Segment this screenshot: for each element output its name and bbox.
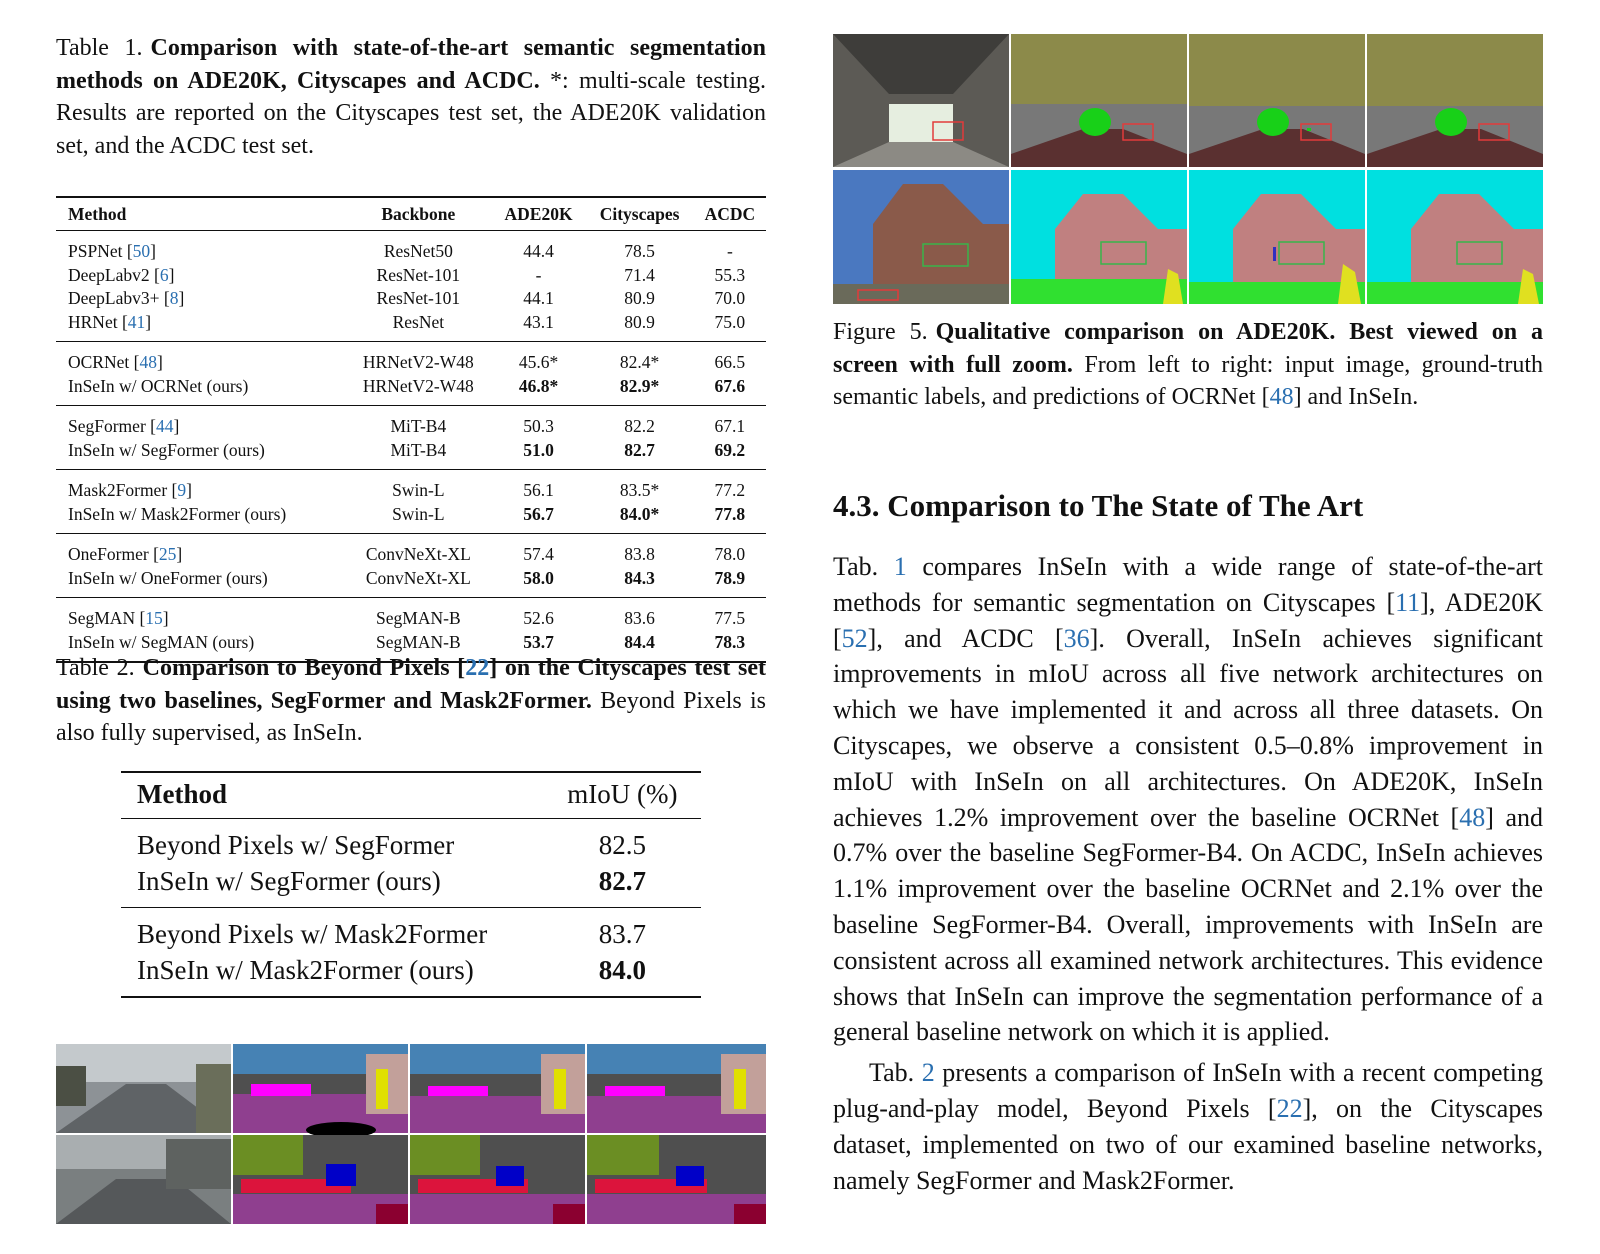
table1-cell-acdc: 75.0	[694, 311, 766, 342]
table1-cell-city: 82.2	[624, 416, 655, 437]
p2-ref-22[interactable]: 22	[1276, 1093, 1303, 1123]
cityscapes-row2-pred-ocrnet	[410, 1135, 585, 1224]
table1-cell-acdc: 69.2	[694, 439, 766, 470]
table1-cell-city: 71.4	[624, 264, 655, 285]
figure5-row1-pred-ocrnet	[1189, 34, 1365, 167]
table1-cell-method	[56, 567, 345, 598]
table2-cell-method: InSeIn w/ Mask2Former (ours)	[121, 952, 544, 997]
p1-ref-table1[interactable]: 1	[893, 552, 907, 581]
table1-cell-method	[56, 375, 345, 406]
table2-cell-method: InSeIn w/ SegFormer (ours)	[121, 863, 544, 908]
table1-cell-ade: 56.1	[523, 480, 554, 501]
table2-header-method: Method	[121, 772, 544, 819]
table-row	[56, 287, 766, 311]
table1-cell-acdc: -	[726, 241, 733, 262]
table1-cell-acdc: 67.1	[714, 416, 746, 437]
citation-link[interactable]: 15	[145, 608, 163, 629]
method-name: SegMAN	[68, 608, 140, 629]
cityscapes-row1-input	[56, 1044, 231, 1133]
table2-cell-miou: 83.7	[598, 918, 646, 949]
table1-cell-city: 80.9	[585, 311, 693, 342]
table1-cell-city: 83.6	[624, 608, 655, 629]
table1-cell-method: DeepLabv2 [6]	[68, 264, 175, 285]
table1-cell-city: 84.0*	[585, 503, 693, 534]
figure5-caption-ref[interactable]: 48	[1269, 384, 1294, 410]
method-name: InSeIn w/ Mask2Former (ours)	[68, 503, 287, 524]
table1-body	[56, 231, 766, 663]
table1-cell-backbone: ResNet	[345, 311, 492, 342]
table1-cell-ade: 51.0	[492, 439, 586, 470]
table2-caption-bold-b: ] on the Cityscapes test set using two baselines, SegFormer and Mask2Former.	[56, 655, 767, 714]
method-name: PSPNet	[68, 241, 127, 262]
table1-cell-backbone: ResNet-101	[376, 288, 461, 309]
table-row	[56, 264, 766, 288]
method-name: SegFormer	[68, 416, 151, 437]
table1-cell-acdc: 78.9	[694, 567, 766, 598]
citation-link[interactable]: 9	[177, 480, 187, 501]
table1-cell-ade: 57.4	[523, 544, 554, 565]
table1-cell-ade: 45.6*	[518, 352, 559, 373]
figure5-caption-label: Figure 5.	[833, 319, 928, 345]
table2-caption-bold-a: Comparison to Beyond Pixels [	[142, 655, 466, 681]
p2-text-a: Tab.	[869, 1058, 922, 1088]
table-row	[121, 908, 701, 953]
table1-cell-city: 84.4	[585, 631, 693, 663]
table-row	[56, 598, 766, 631]
figure5-row1-gt	[1011, 34, 1187, 167]
table1	[56, 196, 766, 663]
citation-link[interactable]: 25	[158, 544, 177, 565]
figure5-graphic	[833, 34, 1543, 304]
table2-caption-label: Table 2.	[56, 655, 135, 681]
method-name: InSeIn w/ OneFormer (ours)	[68, 567, 268, 588]
table1-cell-city: 80.9	[624, 288, 655, 309]
table1-cell-city: 83.8	[624, 544, 655, 565]
section-paragraph-1	[833, 549, 1543, 1050]
table1-caption-label: Table 1.	[56, 35, 143, 61]
table1-cell-backbone: Swin-L	[345, 503, 492, 534]
table1-cell-method	[56, 503, 345, 534]
table1-cell-ade: 58.0	[492, 567, 586, 598]
cityscapes-row2-gt	[233, 1135, 408, 1224]
figure5-row2-gt	[1011, 170, 1187, 304]
cityscapes-figure	[56, 1044, 766, 1224]
section-heading: 4.3. Comparison to The State of The Art	[833, 488, 1364, 523]
p1-ref-36[interactable]: 36	[1063, 623, 1090, 653]
table1-cell-city: 84.3	[585, 567, 693, 598]
cityscapes-row1-pred-insein	[587, 1044, 766, 1133]
figure5-caption-rest-a: From left to right: input image, ground-truth semantic labels, and predictions of OCRNet [	[833, 351, 1543, 410]
table1-cell-ade: 43.1	[492, 311, 586, 342]
table1-cell-backbone: SegMAN-B	[345, 631, 492, 663]
section-paragraph-2	[833, 1055, 1543, 1198]
table2-caption-ref[interactable]: 22	[465, 655, 490, 681]
p1-text-f: ] and 0.7% over the baseline SegFormer-B4. On ACDC, InSeIn achieves 1.1% improvement over the baseline OCRNet and 2.1% over the baseline SegFormer-B4. Overall, improvements with InSeIn are consistent across all examined network architectures. This evidence shows that InSeIn can improve the segmentation performance of a general baseline network on which it is applied.	[833, 802, 1543, 1047]
table1-cell-ade: 53.7	[492, 631, 586, 663]
cityscapes-row1-gt	[233, 1044, 408, 1138]
method-name: OneFormer	[68, 544, 154, 565]
table2-cell-miou: 82.7	[544, 863, 701, 908]
table1-cell-method: SegFormer [44]	[68, 416, 180, 437]
table1-cell-city: 82.4*	[619, 352, 660, 373]
table1-cell-method: OCRNet [48]	[68, 352, 163, 373]
figure5-row2-input	[833, 170, 1009, 304]
table-row	[56, 375, 766, 406]
figure5-caption-rest-b: ] and InSeIn.	[1293, 384, 1419, 410]
table1-caption-bold: Comparison with state-of-the-art semantic segmentation methods on ADE20K, Cityscapes and ACDC.	[56, 35, 766, 94]
table1-cell-city: 78.5	[624, 241, 655, 262]
figure5-row2-pred-ocrnet	[1189, 170, 1365, 304]
table1-cell-backbone: HRNetV2-W48	[345, 375, 492, 406]
table1-cell-acdc: 77.5	[714, 608, 746, 629]
table1-cell-city: 82.9*	[585, 375, 693, 406]
table1-cell-acdc: 78.0	[714, 544, 746, 565]
table1-cell-ade: 46.8*	[492, 375, 586, 406]
table1-cell-ade: 44.4	[523, 241, 554, 262]
table1-cell-backbone: HRNetV2-W48	[362, 352, 474, 373]
method-name: Mask2Former	[68, 480, 172, 501]
p1-text-a: Tab.	[833, 552, 894, 581]
table-row	[56, 406, 766, 439]
table-row	[56, 231, 766, 264]
p1-ref-11[interactable]: 11	[1395, 587, 1421, 617]
table-row	[56, 503, 766, 534]
table2-cell-miou: 84.0	[544, 952, 701, 997]
table1-cell-city: 82.7	[585, 439, 693, 470]
p2-ref-table2[interactable]: 2	[921, 1058, 935, 1088]
method-name: HRNet	[68, 311, 122, 332]
table1-cell-method: PSPNet [50]	[68, 241, 156, 262]
table1-cell-method: Mask2Former [9]	[68, 480, 192, 501]
table2-header-miou: mIoU (%)	[544, 772, 701, 819]
table1-cell-method: DeepLabv3+ [8]	[68, 288, 185, 309]
p1-ref-48[interactable]: 48	[1459, 802, 1486, 832]
figure5-image	[833, 34, 1543, 304]
method-name: InSeIn w/ SegMAN (ours)	[68, 631, 255, 652]
table2-header-row	[121, 772, 701, 819]
citation-link[interactable]: 44	[155, 416, 174, 437]
table1-cell-backbone: ResNet-101	[376, 264, 461, 285]
citation-link[interactable]: 48	[139, 352, 157, 373]
figure5-row1-pred-insein	[1367, 34, 1543, 167]
table1-cell-ade: -	[535, 264, 542, 285]
table-row	[56, 439, 766, 470]
table2-cell-method: Beyond Pixels w/ SegFormer	[137, 829, 455, 860]
method-name: OCRNet	[68, 352, 134, 373]
cityscapes-row2-pred-insein	[587, 1135, 766, 1224]
table1-cell-acdc: 55.3	[714, 264, 746, 285]
table1-cell-backbone: ResNet50	[383, 241, 453, 262]
table-row	[56, 534, 766, 567]
citation-link[interactable]: 50	[132, 241, 151, 262]
table2-body	[121, 819, 701, 998]
table-row	[56, 342, 766, 375]
figure5-caption-bold: Qualitative comparison on ADE20K. Best viewed on a screen with full zoom.	[833, 319, 1543, 378]
citation-link[interactable]: 41	[127, 311, 146, 332]
table1-cell-backbone: MiT-B4	[390, 416, 447, 437]
table1-cell-backbone: ConvNeXt-XL	[345, 567, 492, 598]
table-row	[56, 311, 766, 342]
p1-text-b: compares InSeIn with a wide range of state-of-the-art methods for semantic segmentation on Cityscapes [	[833, 552, 1543, 617]
figure5-row2-pred-insein	[1367, 170, 1543, 304]
cityscapes-figure-graphic	[56, 1044, 766, 1224]
table1-cell-method: OneFormer [25]	[68, 544, 183, 565]
table1-header-backbone: Backbone	[345, 197, 492, 231]
p1-text-d: ], and ACDC [	[867, 623, 1064, 653]
table1-cell-city: 83.5*	[619, 480, 660, 501]
table1-cell-backbone: Swin-L	[392, 480, 445, 501]
table2-cell-method: Beyond Pixels w/ Mask2Former	[137, 918, 488, 949]
p1-text-c: ], ADE20K [	[833, 587, 1543, 653]
citation-link[interactable]: 8	[169, 288, 179, 309]
table2	[121, 771, 701, 998]
table1-cell-acdc: 67.6	[694, 375, 766, 406]
table1-cell-ade: 44.1	[523, 288, 554, 309]
table1-cell-method: SegMAN [15]	[68, 608, 169, 629]
table1-header-cityscapes: Cityscapes	[585, 197, 693, 231]
table1-cell-acdc: 77.8	[694, 503, 766, 534]
method-name: InSeIn w/ SegFormer (ours)	[68, 439, 265, 460]
table2-caption	[56, 652, 766, 750]
cityscapes-row2-input	[56, 1135, 231, 1224]
table1-header-ade20k: ADE20K	[492, 197, 586, 231]
citation-link[interactable]: 6	[159, 264, 169, 285]
table2-cell-miou: 82.5	[598, 829, 646, 860]
table1-cell-method	[56, 439, 345, 470]
table1-cell-method: HRNet [41]	[56, 311, 345, 342]
table1-cell-acdc: 70.0	[714, 288, 746, 309]
table1-header-method: Method	[56, 197, 345, 231]
table-row	[56, 567, 766, 598]
p1-text-e: ]. Overall, InSeIn achieves significant improvements in mIoU across all five network architectures on which we have implemented it and across all three datasets. On Cityscapes, we observe a consistent 0.5–0.8% improvement in mIoU with InSeIn on all architectures. On ADE20K, InSeIn achieves 1.2% improvement over the baseline OCRNet [	[833, 623, 1543, 832]
method-name: DeepLabv3+	[68, 288, 164, 309]
section-body	[833, 549, 1543, 1198]
table1-caption-rest: *: multi-scale testing. Results are reported on the Cityscapes test set, the ADE20K validation set, and the ACDC test set.	[56, 67, 767, 159]
table-row	[121, 819, 701, 864]
table1-caption	[56, 32, 766, 162]
table-row	[121, 863, 701, 908]
table1-cell-acdc: 66.5	[714, 352, 746, 373]
table1-cell-acdc: 77.2	[714, 480, 746, 501]
method-name: InSeIn w/ OCRNet (ours)	[68, 375, 249, 396]
table1-cell-backbone: MiT-B4	[345, 439, 492, 470]
table2-caption-rest: Beyond Pixels is also fully supervised, as InSeIn.	[56, 687, 766, 746]
figure5-caption	[833, 316, 1543, 414]
table1-cell-ade: 52.6	[523, 608, 554, 629]
p2-text-b: presents a comparison of InSeIn with a recent competing plug-and-play model, Beyond Pixels [	[833, 1058, 1543, 1123]
table-row	[121, 952, 701, 997]
table1-cell-ade: 50.3	[523, 416, 554, 437]
cityscapes-row1-pred-ocrnet	[410, 1044, 585, 1133]
table1-cell-ade: 56.7	[492, 503, 586, 534]
p2-text-c: ], on the Cityscapes dataset, implemented on two of our examined baseline networks, namely SegFormer and Mask2Former.	[833, 1093, 1543, 1195]
table1-cell-acdc: 78.3	[694, 631, 766, 663]
table1-cell-backbone: ConvNeXt-XL	[365, 544, 471, 565]
method-name: DeepLabv2	[68, 264, 155, 285]
table1-header-acdc: ACDC	[694, 197, 766, 231]
table1-header-row	[56, 197, 766, 231]
table-row	[56, 470, 766, 503]
figure5-row1-input	[833, 34, 1009, 167]
table1-cell-backbone: SegMAN-B	[376, 608, 461, 629]
p1-ref-52[interactable]: 52	[841, 623, 868, 653]
